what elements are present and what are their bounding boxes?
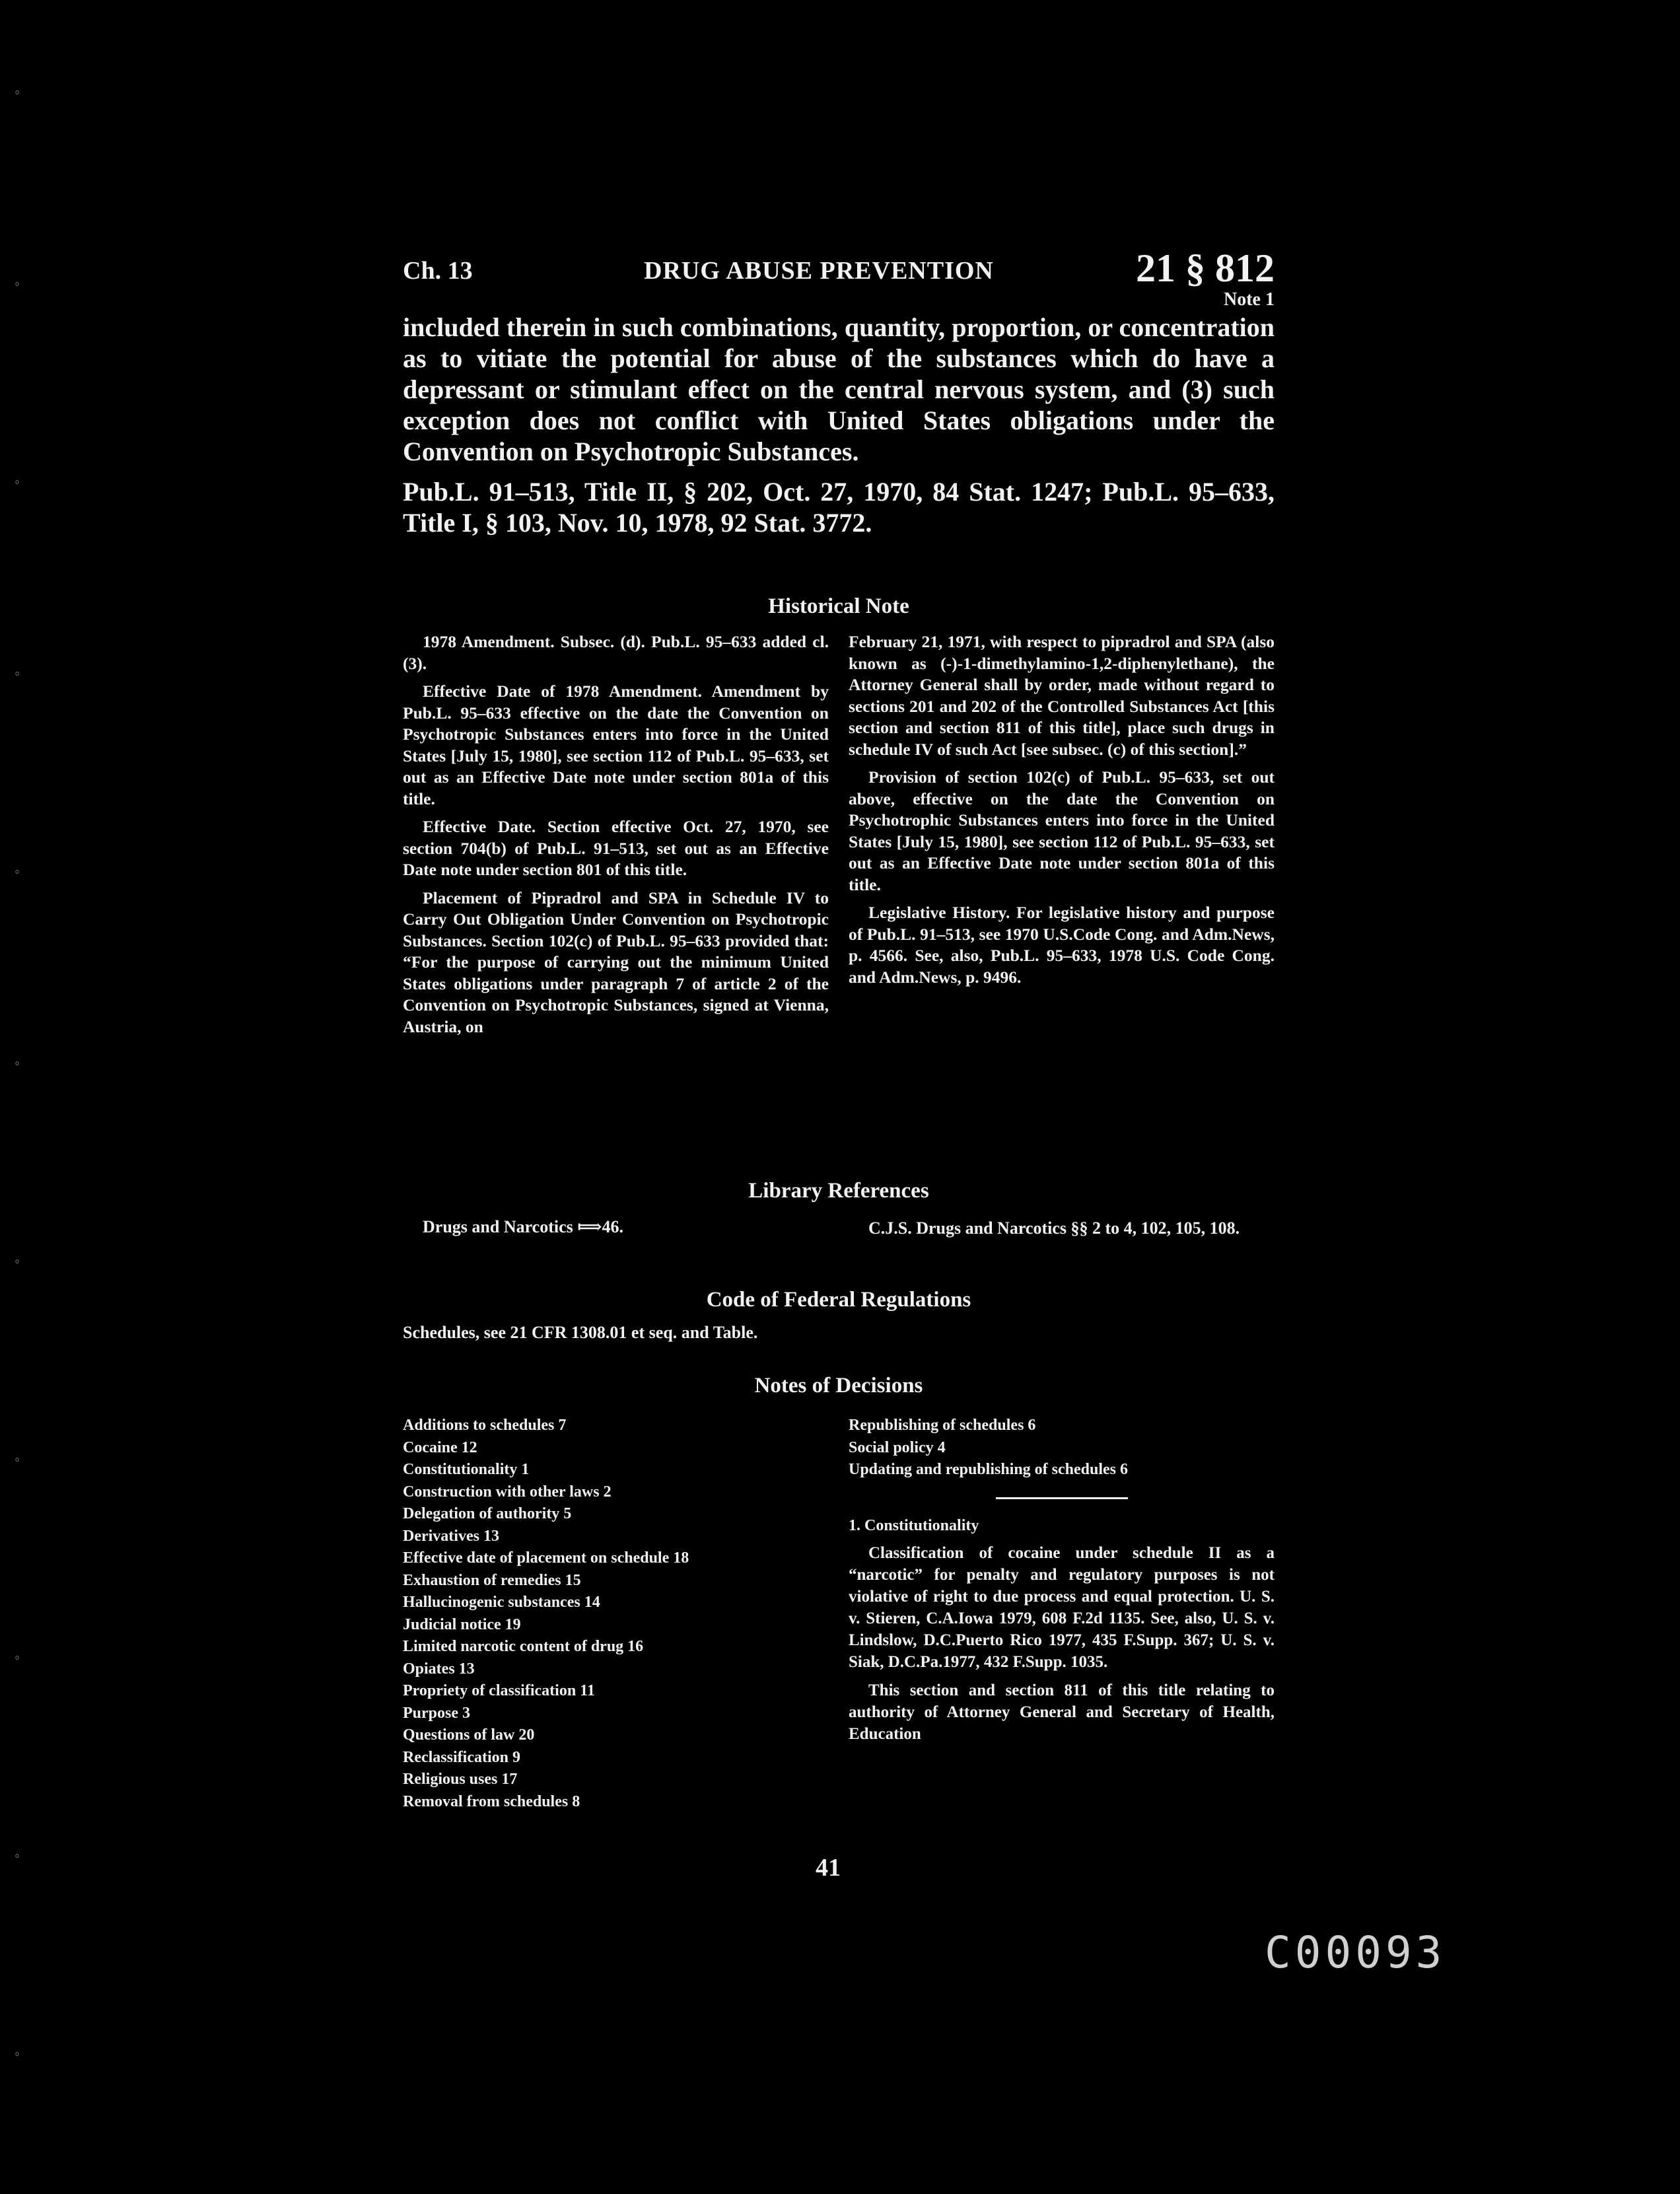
document-stamp: C00093 [1265,1927,1446,1978]
index-entry: Judicial notice 19 [403,1615,521,1633]
scan-margin-mark: ﾟ [15,1061,24,1080]
index-entry: Updating and republishing of schedules 6 [849,1461,1129,1478]
cfr-heading: Code of Federal Regulations [706,1288,971,1312]
scan-margin-mark: ﾟ [15,90,24,109]
decisions-index-left [403,1415,825,1813]
index-entry: Derivatives 13 [403,1527,499,1545]
note-paragraph: This section and section 811 of this title relating to authority of Attorney General and Secretary of Health, Education [849,1681,1275,1743]
index-entry: Hallucinogenic substances 14 [403,1594,600,1611]
library-references-heading: Library References [748,1179,929,1203]
library-reference-right: C.J.S. Drugs and Narcotics §§ 2 to 4, 102, 105, 108. [868,1219,1240,1238]
historical-paragraph: Legislative History. For legislative history and purpose of Pub.L. 91–513, see 1970 U.S.Code Cong. and Adm.News, p. 4566. See, also, Pub.L. 95–633, 1978 U.S. Code Cong. and Adm.News, p. 9496. [849,903,1275,987]
note-heading: 1. Constitutionality [849,1516,979,1534]
cfr-text: Schedules, see 21 CFR 1308.01 et seq. and Table. [403,1323,758,1342]
section-number: 21 § 812 [1136,246,1275,290]
index-entry: Social policy 4 [849,1438,946,1456]
scan-margin-mark: ﾟ [15,1655,24,1674]
index-entry: Constitutionality 1 [403,1461,530,1478]
historical-note-heading: Historical Note [768,594,909,618]
historical-note-right-column [849,631,1275,995]
index-entry: Exhaustion of remedies 15 [403,1571,581,1589]
index-entry: Questions of law 20 [403,1726,535,1744]
index-entry: Removal from schedules 8 [403,1792,580,1810]
historical-paragraph: Provision of section 102(c) of Pub.L. 95–633, set out above, effective on the date the Convention on Psychotrophic Substances enters into force in the United States [July 15, 1980], see section 112 of Pub.L. 95–633, set out as an Effective Date note under section 801a of this title. [849,767,1275,894]
index-entry: Opiates 13 [403,1660,475,1678]
note-paragraph: Classification of cocaine under schedule II as a “narcotic” for penalty and regulatory purposes is not violative of right to due process and equal protection. U. S. v. Stieren, C.A.Iowa 1979, 608 F.2d 1135. See, also, U. S. v. Lindslow, D.C.Puerto Rico 1977, 435 F.Supp. 367; U. S. v. Siak, D.C.Pa.1977, 432 F.Supp. 1035. [849,1544,1275,1671]
note-label: Note 1 [1224,289,1275,310]
index-entry: Religious uses 17 [403,1771,518,1788]
historical-paragraph: Effective Date. Section effective Oct. 27, 1970, see section 704(b) of Pub.L. 91–513, set out as an Effective Date note under section 801 of this title. [403,817,829,879]
scan-margin-mark: ﾟ [15,479,24,499]
chapter-label: Ch. 13 [403,257,473,285]
statute-text [403,312,1275,548]
decisions-index-right [849,1415,1275,1745]
scan-margin-mark: ﾟ [15,671,24,690]
statute-citation: Pub.L. 91–513, Title II, § 202, Oct. 27, 1970, 84 Stat. 1247; Pub.L. 95–633, Title I, § 103, Nov. 10, 1978, 92 Stat. 3772. [403,477,1275,538]
historical-paragraph: 1978 Amendment. Subsec. (d). Pub.L. 95–633 added cl. (3). [403,632,829,673]
index-entry: Construction with other laws 2 [403,1483,612,1501]
page-number: 41 [816,1854,841,1882]
scan-margin-mark: ﾟ [15,2051,24,2070]
index-entry: Delegation of authority 5 [403,1505,572,1522]
section-divider [996,1497,1128,1499]
index-entry: Purpose 3 [403,1704,470,1722]
index-entry: Reclassification 9 [403,1748,520,1766]
historical-paragraph: Placement of Pipradrol and SPA in Schedule IV to Carry Out Obligation Under Convention on Psychotropic Substances. Section 102(c) of Pub.L. 95–633 provided that: “For the purpose of carrying out the minimum United States obligations under paragraph 7 of article 2 of the Convention on Psychotropic Substances, signed at Vienna, Austria, on [403,888,829,1036]
index-entry: Additions to schedules 7 [403,1417,567,1434]
header-title: DRUG ABUSE PREVENTION [644,257,994,285]
historical-paragraph: February 21, 1971, with respect to pipradrol and SPA (also known as (-)-1-dimethylamino-1,2-diphenylethane), the Attorney General shall by order, made without regard to sections 201 and 202 of the Controlled Substances Act [this section and section 811 of this title], place such drugs in schedule IV of such Act [see subsec. (c) of this section].” [849,632,1275,759]
historical-note-left-column [403,631,829,1044]
scan-margin-mark: ﾟ [15,1259,24,1278]
index-entry: Limited narcotic content of drug 16 [403,1638,644,1655]
notes-of-decisions-heading: Notes of Decisions [754,1374,923,1398]
scan-margin-mark: ﾟ [15,869,24,888]
index-entry: Propriety of classification 11 [403,1682,595,1699]
scan-margin-mark: ﾟ [15,281,24,301]
running-header [403,246,1275,310]
index-entry: Republishing of schedules 6 [849,1417,1036,1434]
statute-paragraph: included therein in such combinations, quantity, proportion, or concentration as to vitiate the potential for abuse of the substances which do have a depressant or stimulant effect on the central nervous system, and (3) such exception does not conflict with United States obligations under the Convention on Psychotropic Substances. [403,312,1275,466]
scan-margin-mark: ﾟ [15,1457,24,1476]
index-entry: Cocaine 12 [403,1438,477,1456]
library-reference-left: Drugs and Narcotics ⟾46. [423,1217,624,1236]
historical-paragraph: Effective Date of 1978 Amendment. Amendment by Pub.L. 95–633 effective on the date the Convention on Psychotropic Substances enters into force in the United States [July 15, 1980], see section 112 of Pub.L. 95–633, set out as an Effective Date note under section 801a of this title. [403,682,829,808]
index-entry: Effective date of placement on schedule 18 [403,1549,689,1567]
scan-margin-mark: ﾟ [15,1853,24,1872]
